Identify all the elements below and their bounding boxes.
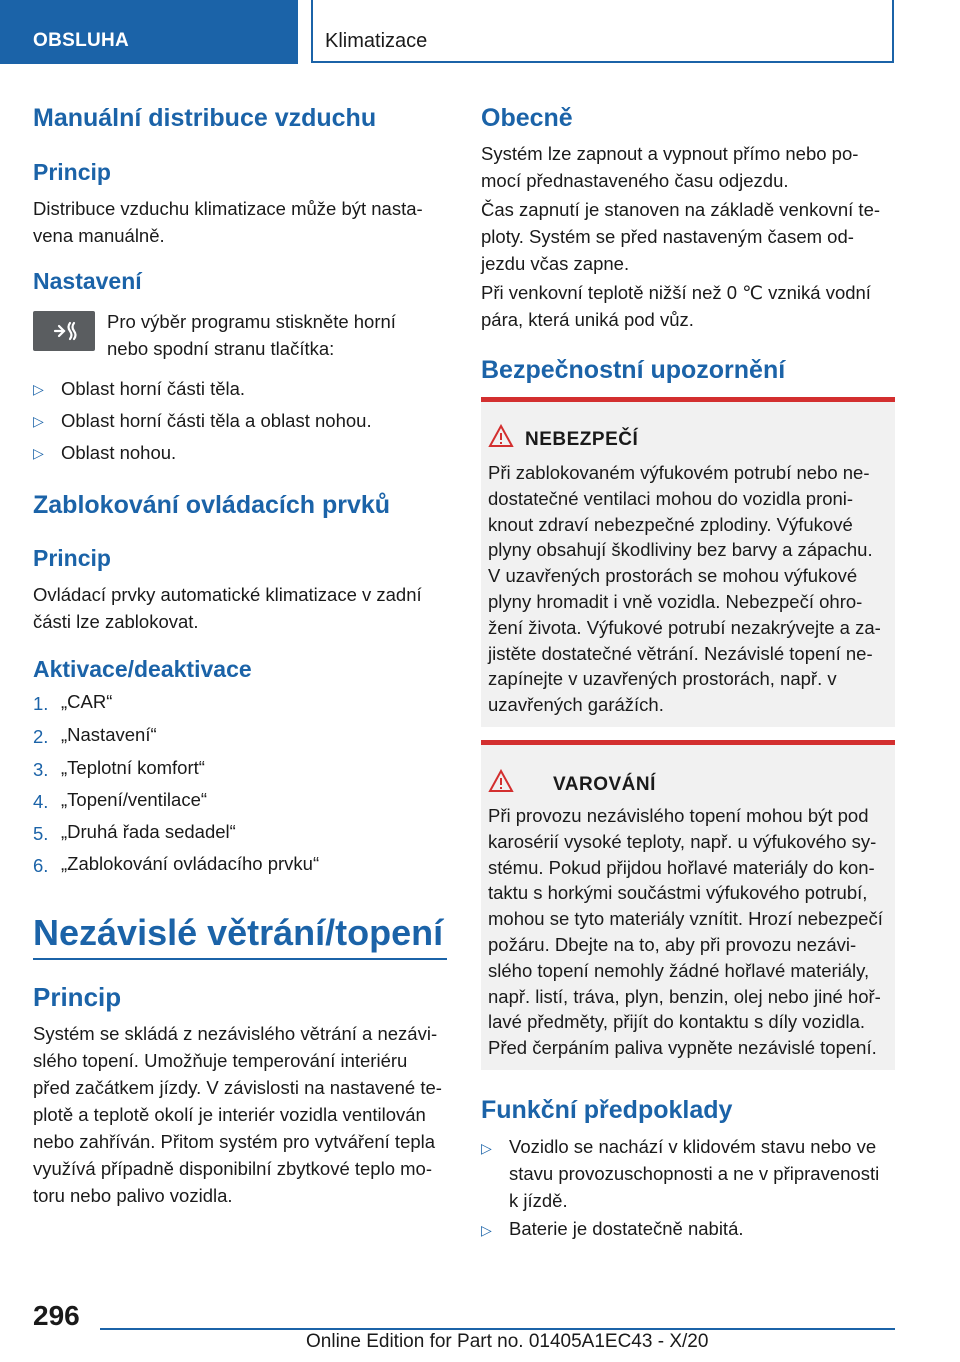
text-line: uzavřených garážích.: [488, 694, 664, 716]
heading-princip-3: Princip: [33, 982, 122, 1012]
text-line: Vozidlo se nachází v klidovém stavu nebo ve: [509, 1136, 877, 1157]
step-number: 6.: [33, 855, 49, 876]
heading-underline: [33, 958, 447, 960]
paragraph-princip-3: [33, 1020, 442, 1209]
step-number: 4.: [33, 791, 49, 812]
text-line: např. listí, tráva, plyn, benzin, olej nebo jiné hoř-: [488, 985, 881, 1007]
text-line: Systém lze zapnout a vypnout přímo nebo po-: [481, 143, 859, 164]
paragraph-obecne-2: [481, 196, 880, 277]
danger-text: [488, 460, 881, 718]
bullet-triangle-icon: ▷: [481, 1222, 492, 1238]
text-line: Před čerpáním paliva vypněte nezávislé topení.: [488, 1037, 877, 1059]
heading-zablokovani: Zablokování ovládacích prvků: [33, 491, 391, 519]
list-item: Oblast horní části těla a oblast nohou.: [61, 410, 372, 431]
step-item: „Teplotní komfort“: [61, 757, 205, 778]
step-number: 1.: [33, 693, 49, 714]
step-item: „Nastavení“: [61, 724, 157, 745]
heading-obecne: Obecně: [481, 104, 573, 132]
text-line: vena manuálně.: [33, 225, 165, 246]
warning-triangle-icon: [488, 424, 514, 453]
bullet-triangle-icon: ▷: [33, 413, 44, 429]
text-line: plyny obsahují škodliviny bez barvy a zápachu.: [488, 539, 873, 561]
text-line: jezdu včas zapne.: [481, 253, 630, 274]
step-item: „Zablokování ovládacího prvku“: [61, 853, 320, 874]
text-line: karosérií vysoké teploty, např. u výfukového sy-: [488, 830, 877, 852]
text-line: Čas zapnutí je stanoven na základě venkovní te-: [481, 199, 881, 220]
bullet-triangle-icon: ▷: [33, 381, 44, 397]
text-line: žení života. Výfukové potrubí nezakrývejte a za-: [488, 616, 881, 638]
heading-princip-2: Princip: [33, 545, 111, 571]
step-number: 2.: [33, 726, 49, 747]
heading-manual-distribution: Manuální distribuce vzduchu: [33, 104, 377, 132]
footer-edition: Online Edition for Part no. 01405A1EC43 - X/20: [306, 1331, 709, 1352]
paragraph-obecne-3: [481, 279, 871, 333]
section-tab: [0, 0, 298, 64]
text-line: stému. Pokud přijdou hořlavé materiály do kon-: [488, 856, 875, 878]
text-line: ploty. Systém se před nastaveným časem od-: [481, 226, 854, 247]
text-line: dostatečné ventilaci mohou do vozidla proni-: [488, 487, 854, 509]
paragraph-obecne-1: [481, 140, 858, 194]
list-item: [509, 1133, 879, 1214]
text-line: mohou se tyto materiály vznítit. Hrozí nebezpečí: [488, 908, 883, 930]
step-item: „CAR“: [61, 691, 113, 712]
paragraph-nastaveni: [107, 308, 396, 362]
heading-nastaveni: Nastavení: [33, 268, 142, 294]
text-line: jistěte dostatečné větrání. Nezávislé topení ne-: [488, 642, 873, 664]
bullet-triangle-icon: ▷: [481, 1140, 492, 1156]
air-distribution-button-icon: [33, 311, 95, 351]
text-line: knout zdraví nebezpečné zplodiny. Výfukové: [488, 513, 853, 535]
text-line: plotě a teplotě okolí je interiér vozidla ventilován: [33, 1104, 426, 1125]
page-number: 296: [33, 1300, 80, 1331]
bullet-triangle-icon: ▷: [33, 445, 44, 461]
text-line: pára, která uniká pod vůz.: [481, 309, 694, 330]
paragraph-princip-1: [33, 195, 423, 249]
text-line: toru nebo palivo vozidla.: [33, 1185, 233, 1206]
text-line: využívá případně disponibilní zbytkové teplo mo-: [33, 1158, 432, 1179]
heading-bezpecnost: Bezpečnostní upozornění: [481, 356, 786, 384]
text-line: Distribuce vzduchu klimatizace může být nasta-: [33, 198, 423, 219]
section-label: OBSLUHA: [33, 30, 130, 51]
text-line: stavu provozuschopnosti a ne v připravenosti: [509, 1163, 880, 1184]
footer-rule: [100, 1328, 895, 1330]
text-line: mocí přednastaveného času odjezdu.: [481, 170, 789, 191]
chapter-label: Klimatizace: [325, 30, 428, 52]
warning-triangle-icon: [488, 769, 514, 798]
text-line: nebo zahříván. Přitom systém pro vytváření tepla: [33, 1131, 436, 1152]
step-number: 5.: [33, 823, 49, 844]
text-line: před začátkem jízdy. V závislosti na nastavené te-: [33, 1077, 442, 1098]
text-line: Ovládací prvky automatické klimatizace v zadní: [33, 584, 422, 605]
list-item: Oblast horní části těla.: [61, 378, 246, 399]
text-line: požáru. Dbejte na to, aby při provozu nezávi-: [488, 933, 857, 955]
heading-aktivace: Aktivace/deaktivace: [33, 656, 252, 682]
heading-funkcni: Funkční předpoklady: [481, 1096, 733, 1124]
text-line: plyny hromadit i vně vozidla. Nebezpečí ohro-: [488, 590, 863, 612]
step-number: 3.: [33, 759, 49, 780]
text-line: Při provozu nezávislého topení mohou být pod: [488, 805, 869, 826]
list-item: Baterie je dostatečně nabitá.: [509, 1218, 744, 1239]
paragraph-princip-2: [33, 581, 422, 635]
warning-title: VAROVÁNÍ: [553, 774, 656, 795]
text-line: Systém se skládá z nezávislého větrání a nezávi-: [33, 1023, 438, 1044]
step-item: „Topení/ventilace“: [61, 789, 208, 810]
text-line: nebo spodní stranu tlačítka:: [107, 338, 335, 359]
warning-box: [481, 740, 895, 1070]
warning-text: [488, 803, 883, 1061]
text-line: slého topení nemohly žádné hořlavé materiály,: [488, 959, 870, 981]
step-item: „Druhá řada sedadel“: [61, 821, 236, 842]
text-line: k jízdě.: [509, 1190, 568, 1211]
heading-nezavisle: Nezávislé větrání/topení: [33, 912, 444, 953]
danger-box: [481, 397, 895, 727]
text-line: V uzavřených prostorách se mohou výfukové: [488, 565, 858, 587]
text-line: slého topení. Umožňuje temperování interiéru: [33, 1050, 408, 1071]
text-line: zapínejte v uzavřených prostorách, např. v: [488, 668, 837, 690]
text-line: Pro výběr programu stiskněte horní: [107, 311, 396, 332]
danger-title: NEBEZPEČÍ: [525, 429, 639, 450]
text-line: Při venkovní teplotě nižší než 0 ℃ vzniká vodní: [481, 282, 871, 303]
chapter-tab: [311, 0, 894, 63]
text-line: lavé předměty, přijít do kontaktu s díly vozidla.: [488, 1011, 866, 1033]
list-item: Oblast nohou.: [61, 442, 177, 463]
text-line: části lze zablokovat.: [33, 611, 199, 632]
heading-princip-1: Princip: [33, 159, 111, 185]
text-line: Při zablokovaném výfukovém potrubí nebo ne-: [488, 462, 870, 483]
text-line: taktu s horkými součástmi výfukového potrubí,: [488, 882, 868, 904]
